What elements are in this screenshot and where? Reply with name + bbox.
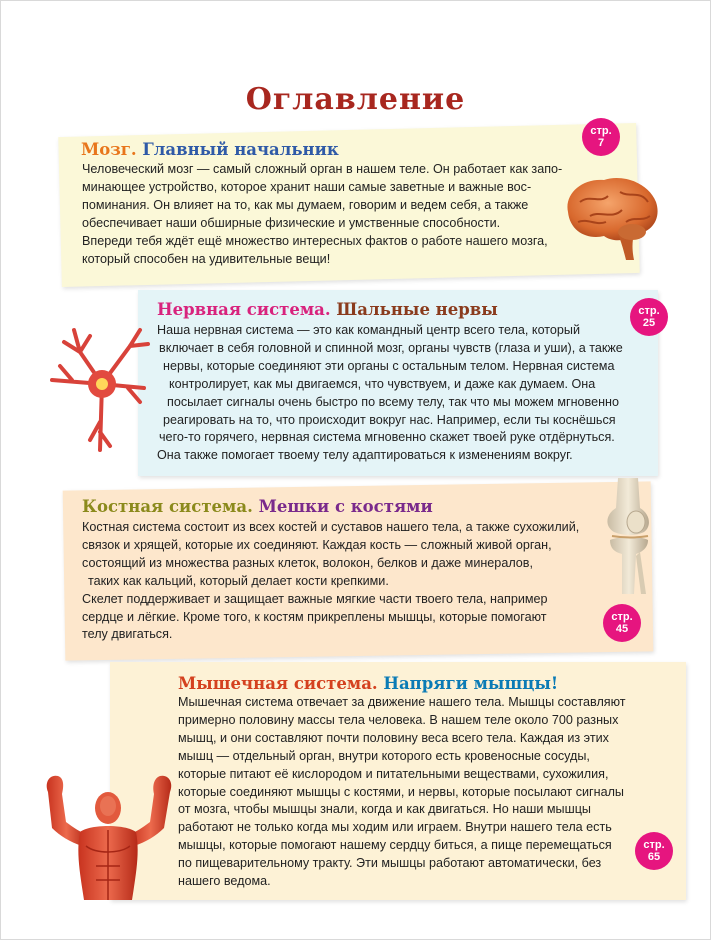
text-line: который способен на удивительные вещи!	[82, 251, 331, 266]
text-line: от мозга, чтобы мышцы знали, когда и как двигаться. Но наши мышцы	[178, 802, 591, 817]
section-title-skeletal	[82, 497, 433, 516]
text-line: Скелет поддерживает и защищает важные мягкие части твоего тела, например	[82, 591, 548, 606]
page-label: стр.	[590, 125, 612, 137]
muscle-man-icon	[40, 762, 176, 900]
text-line: минающее устройство, которое хранит наши самые заветные и важные вос-	[82, 179, 532, 194]
text-line: примерно половину массы тела человека. В нашем теле около 700 разных	[178, 712, 619, 727]
text-line: обеспечивает наши обширные физические и умственные способности.	[82, 215, 501, 230]
section-title-part2: Мешки с костями	[258, 497, 433, 516]
page-badge-nervous[interactable]	[630, 298, 668, 336]
knee-joint-icon	[596, 478, 660, 596]
text-line: реагировать на то, что происходит вокруг нас. Например, если ты коснёшься	[163, 412, 616, 427]
text-line: Человеческий мозг — самый сложный орган в нашем теле. Он работает как запо-	[82, 162, 563, 176]
brain-icon	[560, 172, 662, 262]
section-title-nervous	[157, 300, 498, 319]
section-title-part2: Главный начальник	[142, 140, 339, 159]
text-line: нашего ведома.	[178, 874, 271, 889]
section-title-brain	[81, 140, 339, 159]
text-line: телу двигаться.	[82, 627, 173, 642]
page-number: 45	[615, 623, 629, 635]
text-line: которые питают её кислородом и питательными веществами, сухожилия,	[178, 766, 609, 781]
section-text-skeletal	[82, 519, 579, 644]
page-label: стр.	[638, 305, 660, 317]
text-line: посылает сигналы очень быстро по всему телу, так что мы можем мгновенно	[167, 394, 619, 409]
text-line: связок и хрящей, которые их соединяют. Каждая кость — сложный живой орган,	[82, 537, 552, 552]
page-number: 65	[647, 851, 661, 863]
text-line: состоящий из множества разных клеток, волокон, белков и даже минералов,	[82, 555, 534, 570]
section-title-part2: Напряги мышцы!	[383, 674, 559, 693]
text-line: контролирует, как мы двигаемся, что чувствуем, и даже как думаем. Она	[169, 376, 596, 391]
text-line: включает в себя головной и спинной мозг, органы чувств (глаза и уши), а также	[159, 340, 623, 355]
neuron-icon	[44, 322, 154, 454]
text-line: работают не только когда мы ходим или играем. Внутри нашего тела есть	[178, 820, 612, 835]
page-badge-skeletal[interactable]	[603, 604, 641, 642]
section-title-part2: Шальные нервы	[336, 300, 498, 319]
section-title-part1: Мышечная система.	[178, 674, 378, 693]
section-title-part1: Костная система.	[82, 497, 253, 516]
section-text-muscular	[178, 694, 626, 891]
text-line: которые соединяют мышцы с костями, и нервы, которые посылают сигналы	[178, 784, 624, 799]
text-line: мышц — отдельный орган, внутри которого есть кровеносные сосуды,	[178, 748, 590, 763]
text-line: Впереди тебя ждёт ещё множество интересных фактов о работе нашего мозга,	[82, 233, 548, 248]
text-line: таких как кальций, который делает кости крепкими.	[88, 573, 389, 588]
section-title-muscular	[178, 674, 558, 693]
page-number: 7	[597, 137, 605, 149]
section-text-nervous	[157, 322, 623, 465]
text-line: Мышечная система отвечает за движение нашего тела. Мышцы составляют	[178, 695, 626, 709]
text-line: мышцы, которые помогают нашему сердцу биться, а пище перемещаться	[178, 838, 612, 853]
page-number: 25	[642, 317, 656, 329]
text-line: Она также помогает твоему телу адаптироваться к изменениям вокруг.	[157, 448, 573, 463]
page-label: стр.	[643, 839, 665, 851]
section-title-part1: Мозг.	[81, 140, 137, 159]
text-line: чего-то горячего, нервная система мгновенно скажет твоей руке отдёрнуться.	[159, 430, 615, 445]
page-label: стр.	[611, 611, 633, 623]
section-title-part1: Нервная система.	[157, 300, 331, 319]
text-line: Наша нервная система — это как командный центр всего тела, который	[157, 323, 581, 337]
text-line: поминания. Он влияет на то, как мы думаем, говорим и ведем себя, а также	[82, 197, 529, 212]
section-text-brain	[82, 161, 562, 268]
text-line: по пищеварительному тракту. Эти мышцы работают автоматически, без	[178, 856, 602, 871]
page-badge-brain[interactable]	[582, 118, 620, 156]
text-line: Костная система состоит из всех костей и суставов нашего тела, а также сухожилий,	[82, 520, 580, 534]
page-badge-muscular[interactable]	[635, 832, 673, 870]
text-line: сердце и лёгкие. Кроме того, к костям прикреплены мышцы, которые помогают	[82, 609, 547, 624]
text-line: мышц, и они составляют почти половину веса всего тела. Каждая из этих	[178, 730, 609, 745]
text-line: нервы, которые соединяют эти органы с остальным телом. Нервная система	[163, 358, 615, 373]
page-title: Оглавление	[245, 82, 466, 117]
